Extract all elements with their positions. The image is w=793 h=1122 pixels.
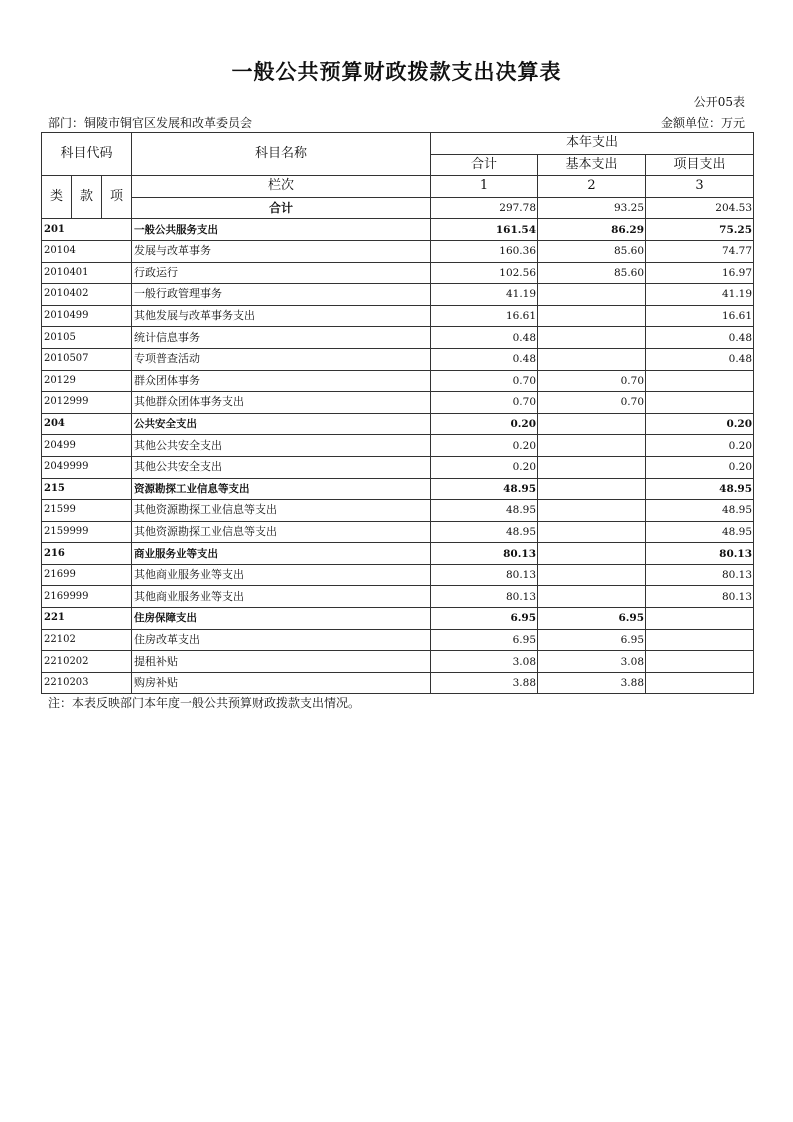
grand-total-project: 204.53 — [646, 197, 754, 219]
row-project: 80.13 — [646, 586, 754, 608]
row-total: 80.13 — [431, 586, 538, 608]
row-name: 资源勘探工业信息等支出 — [132, 478, 431, 500]
row-basic — [538, 456, 646, 478]
header-current-year: 本年支出 — [431, 133, 754, 155]
row-code: 221 — [42, 608, 132, 630]
row-total: 161.54 — [431, 219, 538, 241]
row-name: 发展与改革事务 — [132, 240, 431, 262]
row-project: 0.20 — [646, 456, 754, 478]
row-basic — [538, 327, 646, 349]
row-project — [646, 651, 754, 673]
header-col3: 3 — [646, 176, 754, 198]
row-code: 215 — [42, 478, 132, 500]
row-total: 0.20 — [431, 435, 538, 457]
row-total: 0.70 — [431, 392, 538, 414]
row-code: 20129 — [42, 370, 132, 392]
row-project: 80.13 — [646, 564, 754, 586]
row-total: 48.95 — [431, 478, 538, 500]
row-name: 统计信息事务 — [132, 327, 431, 349]
row-total: 3.88 — [431, 672, 538, 694]
row-name: 住房改革支出 — [132, 629, 431, 651]
row-basic — [538, 500, 646, 522]
row-code: 20499 — [42, 435, 132, 457]
header-basic: 基本支出 — [538, 154, 646, 176]
table-row — [42, 500, 754, 522]
expenditure-table — [41, 132, 754, 694]
row-code: 204 — [42, 413, 132, 435]
row-name: 一般行政管理事务 — [132, 284, 431, 306]
row-project: 0.48 — [646, 348, 754, 370]
department-label: 部门：铜陵市铜官区发展和改革委员会 — [48, 116, 253, 130]
row-basic — [538, 348, 646, 370]
row-basic — [538, 586, 646, 608]
row-name: 其他公共安全支出 — [132, 456, 431, 478]
row-total: 6.95 — [431, 608, 538, 630]
row-code: 2010401 — [42, 262, 132, 284]
row-name: 其他群众团体事务支出 — [132, 392, 431, 414]
row-project: 48.95 — [646, 478, 754, 500]
row-code: 2210203 — [42, 672, 132, 694]
row-basic — [538, 305, 646, 327]
table-row — [42, 413, 754, 435]
row-basic: 0.70 — [538, 370, 646, 392]
header-col1: 1 — [431, 176, 538, 198]
table-row — [42, 651, 754, 673]
table-row — [42, 478, 754, 500]
row-project: 74.77 — [646, 240, 754, 262]
row-project — [646, 392, 754, 414]
row-basic: 3.88 — [538, 672, 646, 694]
table-row — [42, 327, 754, 349]
row-name: 专项普查活动 — [132, 348, 431, 370]
row-basic: 6.95 — [538, 608, 646, 630]
row-name: 购房补贴 — [132, 672, 431, 694]
row-project: 48.95 — [646, 500, 754, 522]
row-name: 公共安全支出 — [132, 413, 431, 435]
row-total: 48.95 — [431, 500, 538, 522]
row-project: 41.19 — [646, 284, 754, 306]
row-code: 2049999 — [42, 456, 132, 478]
table-row — [42, 629, 754, 651]
row-project: 75.25 — [646, 219, 754, 241]
row-project — [646, 608, 754, 630]
row-name: 提租补贴 — [132, 651, 431, 673]
row-name: 住房保障支出 — [132, 608, 431, 630]
row-total: 48.95 — [431, 521, 538, 543]
row-total: 3.08 — [431, 651, 538, 673]
row-code: 216 — [42, 543, 132, 565]
row-project: 16.61 — [646, 305, 754, 327]
row-total: 41.19 — [431, 284, 538, 306]
row-basic — [538, 284, 646, 306]
table-row — [42, 348, 754, 370]
form-number: 公开05表 — [693, 95, 745, 109]
header-name: 科目名称 — [132, 133, 431, 176]
row-total: 0.48 — [431, 348, 538, 370]
row-project: 80.13 — [646, 543, 754, 565]
header-col2: 2 — [538, 176, 646, 198]
header-total: 合计 — [431, 154, 538, 176]
row-name: 群众团体事务 — [132, 370, 431, 392]
row-basic — [538, 435, 646, 457]
row-basic: 86.29 — [538, 219, 646, 241]
row-total: 80.13 — [431, 543, 538, 565]
row-name: 其他商业服务业等支出 — [132, 586, 431, 608]
table-row — [42, 564, 754, 586]
row-basic — [538, 478, 646, 500]
row-project — [646, 629, 754, 651]
row-name: 其他资源勘探工业信息等支出 — [132, 521, 431, 543]
table-row — [42, 305, 754, 327]
row-code: 22102 — [42, 629, 132, 651]
header-column-index: 栏次 — [132, 176, 431, 198]
row-total: 0.70 — [431, 370, 538, 392]
table-row — [42, 586, 754, 608]
row-basic: 85.60 — [538, 240, 646, 262]
header-code: 科目代码 — [42, 133, 132, 176]
row-basic: 3.08 — [538, 651, 646, 673]
header-project: 项目支出 — [646, 154, 754, 176]
row-code: 201 — [42, 219, 132, 241]
row-basic: 85.60 — [538, 262, 646, 284]
table-row — [42, 543, 754, 565]
row-total: 160.36 — [431, 240, 538, 262]
row-name: 其他商业服务业等支出 — [132, 564, 431, 586]
row-basic: 6.95 — [538, 629, 646, 651]
table-row — [42, 608, 754, 630]
row-basic — [538, 521, 646, 543]
row-total: 80.13 — [431, 564, 538, 586]
row-total: 16.61 — [431, 305, 538, 327]
row-total: 6.95 — [431, 629, 538, 651]
grand-total-basic: 93.25 — [538, 197, 646, 219]
row-name: 其他公共安全支出 — [132, 435, 431, 457]
row-code: 2169999 — [42, 586, 132, 608]
row-code: 2010499 — [42, 305, 132, 327]
page-title: 一般公共预算财政拨款支出决算表 — [231, 60, 562, 84]
row-project — [646, 672, 754, 694]
row-project: 16.97 — [646, 262, 754, 284]
grand-total-total: 297.78 — [431, 197, 538, 219]
row-total: 0.48 — [431, 327, 538, 349]
header-lei: 类 — [42, 176, 72, 219]
table-row — [42, 240, 754, 262]
footnote: 注：本表反映部门本年度一般公共预算财政拨款支出情况。 — [48, 696, 361, 710]
table-row — [42, 435, 754, 457]
row-total: 0.20 — [431, 413, 538, 435]
row-basic: 0.70 — [538, 392, 646, 414]
table-row — [42, 521, 754, 543]
row-project: 48.95 — [646, 521, 754, 543]
row-project — [646, 370, 754, 392]
table-row — [42, 370, 754, 392]
row-code: 21599 — [42, 500, 132, 522]
row-basic — [538, 543, 646, 565]
row-name: 其他资源勘探工业信息等支出 — [132, 500, 431, 522]
row-total: 0.20 — [431, 456, 538, 478]
table-row — [42, 284, 754, 306]
row-name: 一般公共服务支出 — [132, 219, 431, 241]
row-total: 102.56 — [431, 262, 538, 284]
grand-total-label: 合计 — [132, 197, 431, 219]
row-code: 2210202 — [42, 651, 132, 673]
row-code: 20105 — [42, 327, 132, 349]
row-code: 21699 — [42, 564, 132, 586]
row-project: 0.20 — [646, 435, 754, 457]
row-name: 其他发展与改革事务支出 — [132, 305, 431, 327]
table-row — [42, 219, 754, 241]
row-code: 2010402 — [42, 284, 132, 306]
unit-label: 金额单位：万元 — [660, 116, 745, 130]
row-project: 0.48 — [646, 327, 754, 349]
row-code: 2012999 — [42, 392, 132, 414]
header-kuan: 款 — [72, 176, 102, 219]
row-code: 2010507 — [42, 348, 132, 370]
table-row — [42, 262, 754, 284]
table-row — [42, 392, 754, 414]
row-code: 20104 — [42, 240, 132, 262]
table-row — [42, 672, 754, 694]
row-basic — [538, 413, 646, 435]
header-xiang: 项 — [102, 176, 132, 219]
table-row — [42, 456, 754, 478]
row-project: 0.20 — [646, 413, 754, 435]
row-name: 行政运行 — [132, 262, 431, 284]
row-basic — [538, 564, 646, 586]
row-name: 商业服务业等支出 — [132, 543, 431, 565]
row-code: 2159999 — [42, 521, 132, 543]
